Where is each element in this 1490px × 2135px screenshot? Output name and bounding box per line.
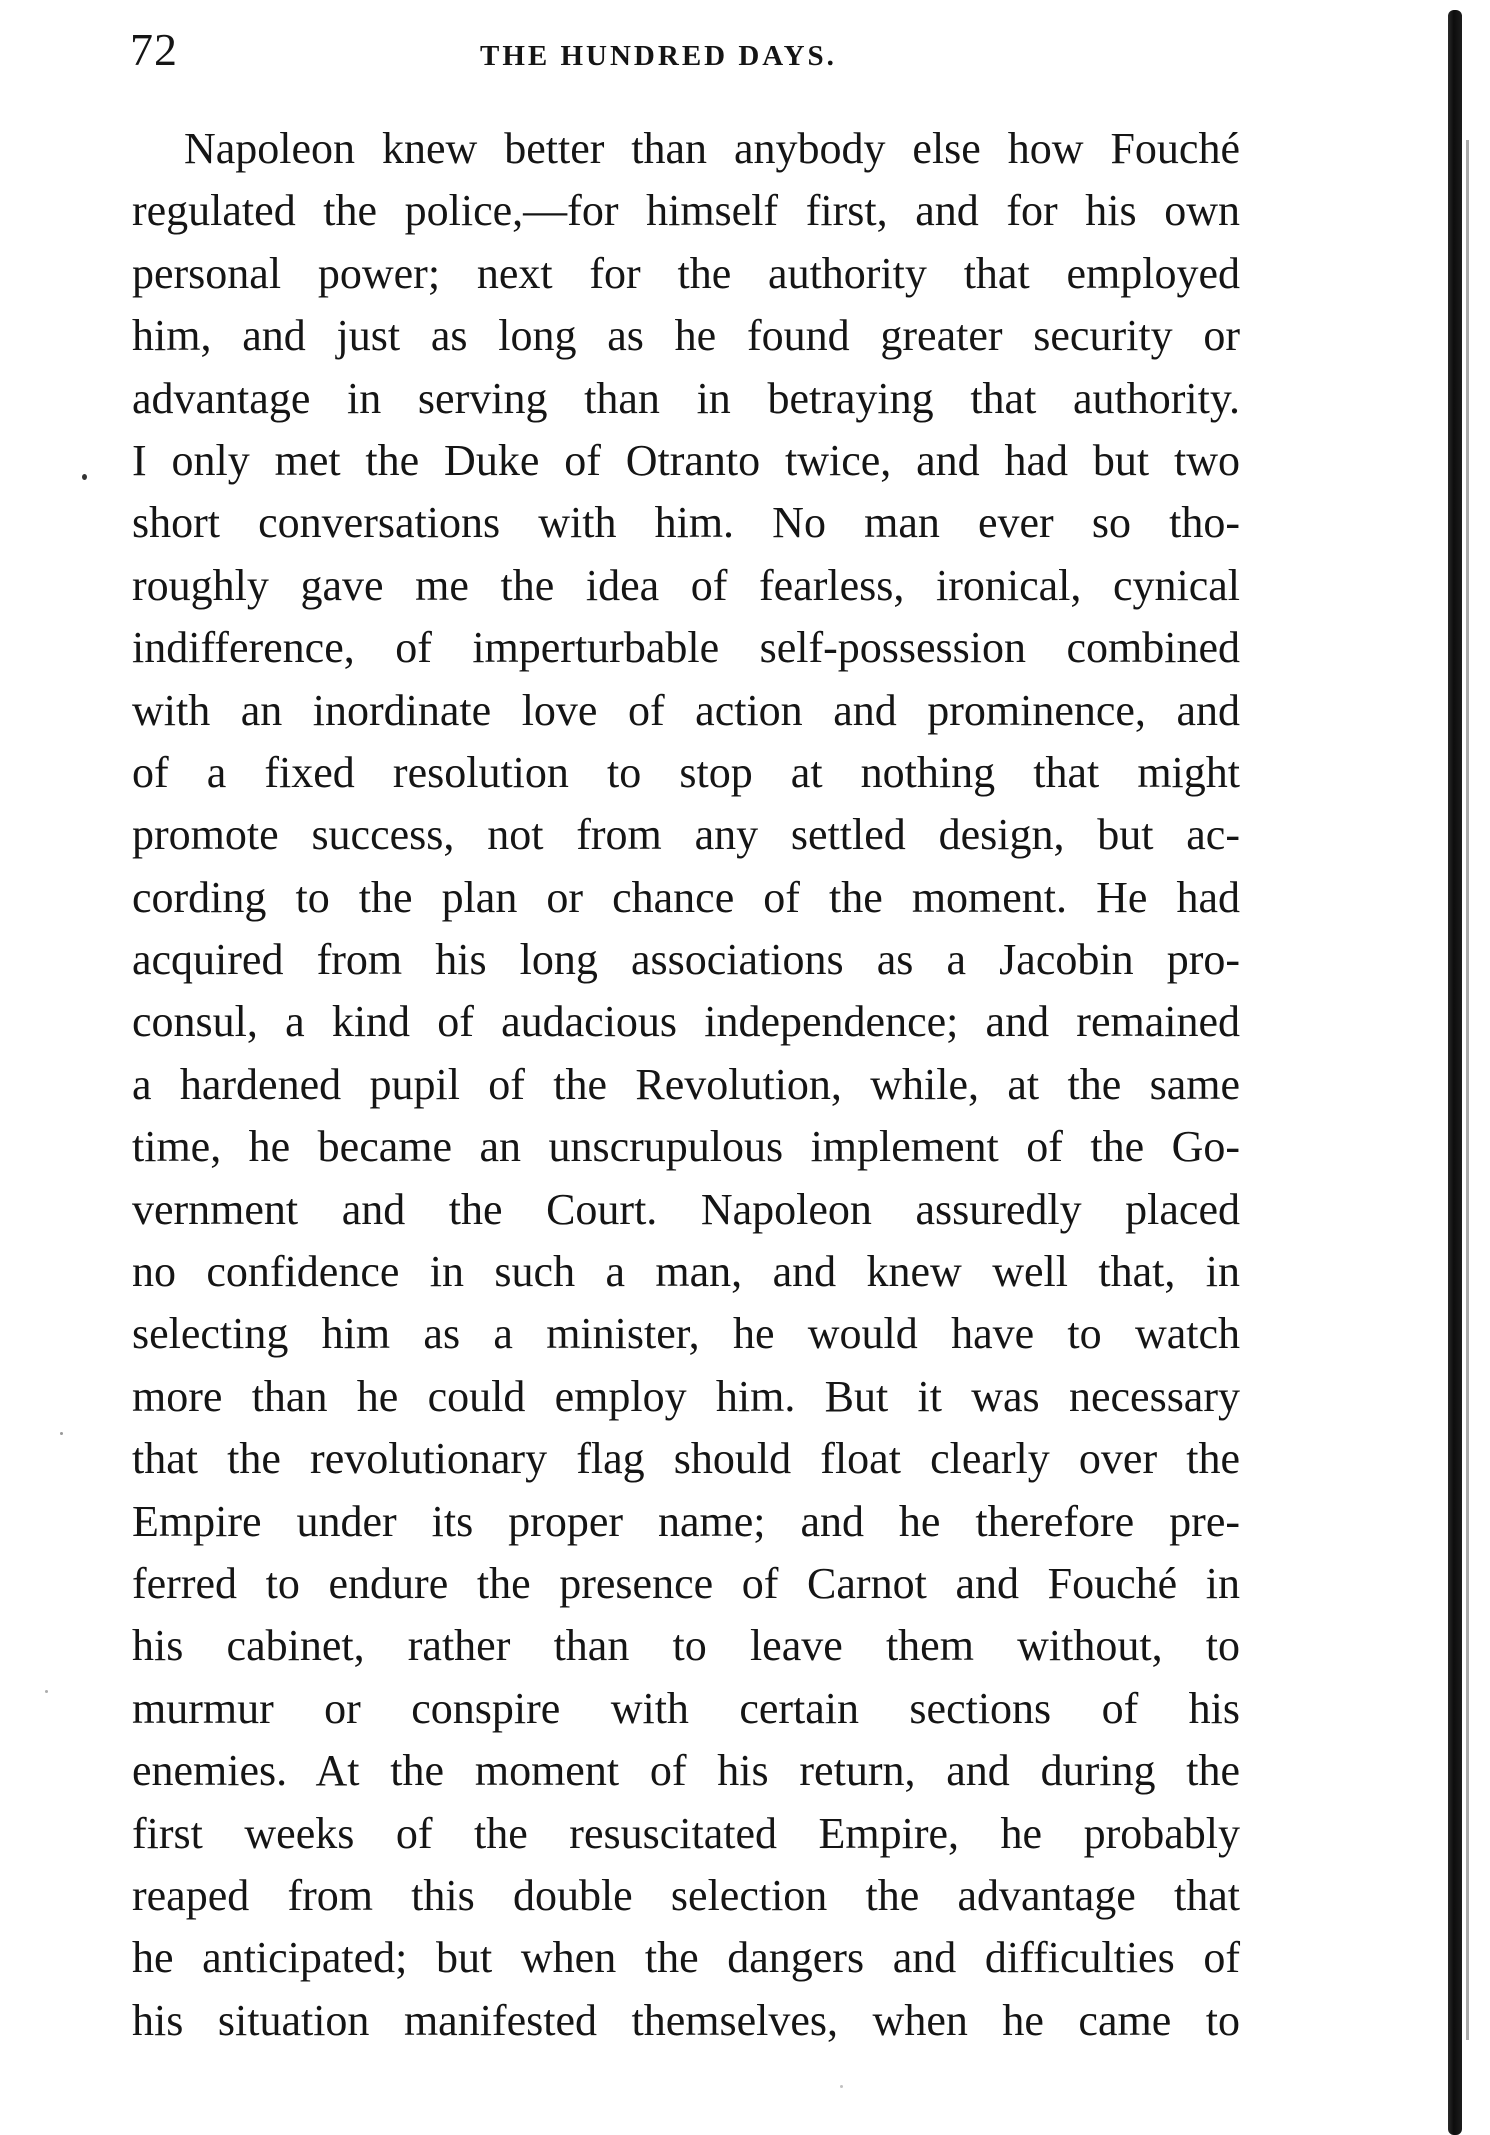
text-line: his situation manifested themselves, when he came to — [132, 1995, 1240, 2045]
text-line: short conversations with him. No man ever so tho- — [132, 498, 1240, 548]
text-line: advantage in serving than in betraying that authority. — [132, 373, 1240, 423]
text-line: his cabinet, rather than to leave them without, to — [132, 1621, 1240, 1671]
text-line: acquired from his long associations as a Jacobin pro- — [132, 935, 1240, 985]
text-line: enemies. At the moment of his return, and during the — [132, 1746, 1240, 1796]
text-line: no confidence in such a man, and knew well that, in — [132, 1247, 1240, 1297]
running-title: THE HUNDRED DAYS. — [480, 40, 837, 72]
text-line: indifference, of imperturbable self-possession combined — [132, 623, 1240, 673]
text-line: reaped from this double selection the advantage that — [132, 1870, 1240, 1920]
body-paragraph — [132, 118, 1240, 2052]
ink-speck — [45, 1690, 48, 1693]
text-line: regulated the police,—for himself first, and for his own — [132, 186, 1240, 236]
text-line: Napoleon knew better than anybody else how Fouché — [184, 124, 1240, 173]
text-line: cording to the plan or chance of the moment. He had — [132, 872, 1240, 922]
text-line: time, he became an unscrupulous implement of the Go- — [132, 1122, 1240, 1172]
text-line: that the revolutionary flag should float clearly over the — [132, 1434, 1240, 1484]
text-line: consul, a kind of audacious independence; and remained — [132, 997, 1240, 1047]
text-line: selecting him as a minister, he would have to watch — [132, 1309, 1240, 1359]
page-edge-line — [1466, 140, 1469, 2040]
text-line: murmur or conspire with certain sections of his — [132, 1683, 1240, 1733]
page-binding-shadow — [1448, 10, 1462, 2135]
text-line: personal power; next for the authority that employed — [132, 248, 1240, 298]
ink-speck — [840, 2085, 843, 2088]
text-line: him, and just as long as he found greater security or — [132, 311, 1240, 361]
text-line: with an inordinate love of action and prominence, and — [132, 685, 1240, 735]
text-line: I only met the Duke of Otranto twice, and had but two — [132, 435, 1240, 485]
text-line: first weeks of the resuscitated Empire, he probably — [132, 1808, 1240, 1858]
page-number: 72 — [130, 24, 178, 75]
text-line: roughly gave me the idea of fearless, ironical, cynical — [132, 560, 1240, 610]
text-line: of a fixed resolution to stop at nothing that might — [132, 747, 1240, 797]
text-line: a hardened pupil of the Revolution, while, at the same — [132, 1059, 1240, 1109]
ink-speck — [60, 1432, 63, 1435]
text-line: Empire under its proper name; and he therefore pre- — [132, 1496, 1240, 1546]
text-line: promote success, not from any settled design, but ac- — [132, 810, 1240, 860]
ink-speck — [82, 474, 87, 480]
text-line: ferred to endure the presence of Carnot and Fouché in — [132, 1558, 1240, 1608]
text-line: more than he could employ him. But it was necessary — [132, 1371, 1240, 1421]
text-line: he anticipated; but when the dangers and difficulties of — [132, 1933, 1240, 1983]
text-line: vernment and the Court. Napoleon assuredly placed — [132, 1184, 1240, 1234]
